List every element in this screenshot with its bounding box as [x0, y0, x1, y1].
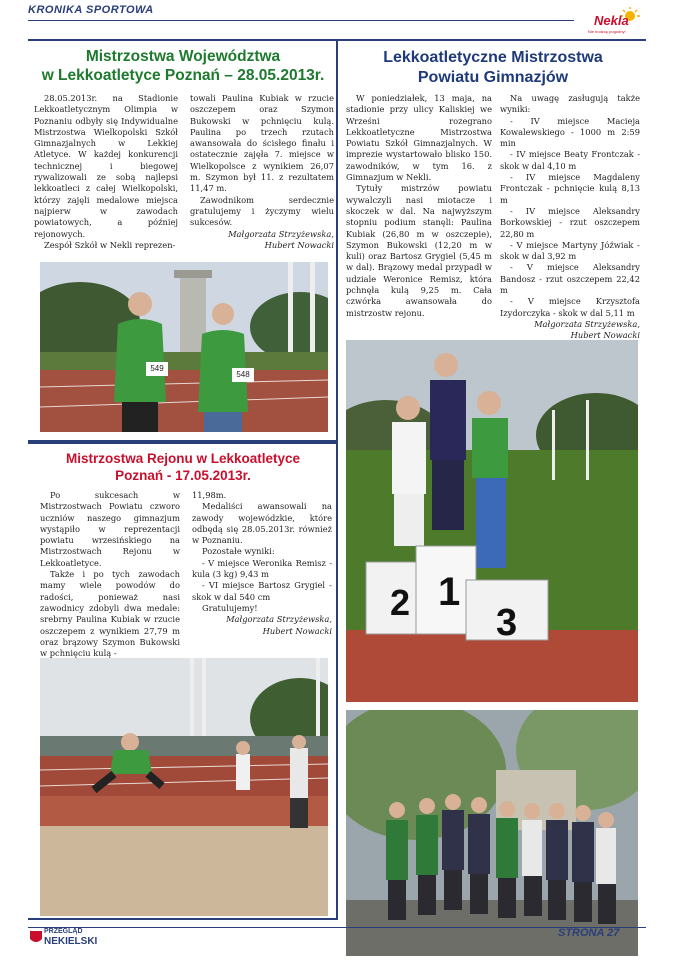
article3-title-line1: Mistrzostwa Rejonu w Lekkoatletyce — [65, 451, 301, 466]
paragraph: Medaliści awansowali na zawody wojewódzkie, które odbędą się 28.05.2013r. również w Poznaniu. — [192, 501, 332, 546]
paragraph: Zawodnikom serdecznie gratulujemy i życzymy wielu sukcesów. — [190, 194, 334, 228]
long-jump-photo — [40, 658, 328, 916]
article3-title-line2: Poznań - 17.05.2013r. — [115, 468, 251, 483]
result-item: - V miejsce Weronika Remisz - kula (3 kg) 9,43 m — [192, 557, 332, 580]
author-signature: Hubert Nowacki — [264, 239, 334, 250]
photo-group — [346, 710, 638, 956]
article-powiat — [340, 40, 646, 920]
article3-col1 — [40, 490, 180, 659]
result-item: - VI miejsce Bartosz Grygiel - skok w dal 540 cm — [192, 580, 332, 602]
paragraph: Zespół Szkół w Nekli reprezen- — [44, 239, 176, 250]
paragraph: W poniedziałek, 13 maja, na stadionie przy ulicy Kaliskiej we Wrześni rozegrano Lekkoatletyczne Mistrzostwa Powiatu Szkół Gimnazjalnych. W imprezie wystartowało blisko 150. zawodników, w tym 16. z Gimnazjum w Nekli. — [346, 93, 492, 183]
author-signature: Małgorzata Strzyżewska, — [534, 318, 640, 329]
result-item: - IV miejsce Beaty Frontczak - skok w dal 4,10 m — [500, 149, 640, 171]
article3-col2 — [192, 490, 332, 637]
result-item: - V miejsce Martyny Jóźwiak - skok w dal 3,92 m — [500, 239, 640, 262]
article1-title — [28, 47, 338, 85]
author-signature: Małgorzata Strzyżewska, — [228, 228, 334, 239]
paragraph: Pozostałe wyniki: — [202, 546, 275, 557]
section-title: KRONIKA SPORTOWA — [28, 4, 154, 16]
paragraph: Gratulujemy! — [202, 602, 258, 613]
logo-name: Nekla — [594, 13, 629, 28]
stadium-photo — [40, 262, 328, 432]
article2-col2 — [500, 93, 640, 342]
paragraph: Po sukcesach w Mistrzostwach Powiatu czworo uczniów naszego gimnazjum wystąpiło w reprezentacji powiatu wrzesińskiego na Mistrzostwach Rejonu w Lekkoatletyce. — [40, 490, 180, 568]
logo-slogan: Nie bodźcę pogodny! — [588, 29, 626, 34]
przeglad-nekielski-logo — [30, 927, 98, 957]
crest-icon — [30, 931, 42, 945]
podium-number-2: 2 — [390, 582, 411, 623]
article2-title-line2: Powiatu Gimnazjów — [417, 69, 569, 86]
nekla-logo — [582, 7, 652, 37]
paragraph: Tytuły mistrzów powiatu wywalczyli nasi miotacze i skoczek w dal. Na najwyższym stopniu podium stanęli: Paulina Kubiak (26,80 m w oszczepie), Szymon Bukowski (12,20 m w kuli) oraz Bartosz Grygiel (5,45 m w dal). Brązowy medal przypadł w udziale Weronice Remisz, która pchnęła kulą 9,25 m. Cała czwórka awansowała do mistrzostw rejonu. — [346, 183, 492, 318]
article-rejon — [28, 442, 338, 920]
result-item: - V miejsce Krzysztofa Izydorczyka - skok w dal 5,11 m — [500, 296, 640, 318]
bib-number: 548 — [232, 368, 254, 382]
author-signature: Hubert Nowacki — [570, 330, 640, 341]
page-number: STRONA 27 — [558, 927, 620, 939]
article-wojewodztwo — [28, 40, 338, 442]
paragraph: 28.05.2013r. na Stadionie Lekkoatletycznym Olimpia w Poznaniu odbyły się Indywidualne Mistrzostwa Wielkopolski Szkół Gimnazjalnych w Lekkiej Atletyce. W każdej konkurencji technicznej i biegowej rywalizowali ze sobą najlepsi lekkoatleci z całej Wielkopolski, którzy zajęli medalowe miejsca najpierw w zawodach powiatowych, a później rejonowych. — [34, 93, 178, 239]
podium-number-3: 3 — [496, 602, 518, 644]
article2-title-line1: Lekkoatletyczne Mistrzostwa — [383, 49, 603, 66]
bib-number: 549 — [146, 362, 168, 376]
author-signature: Małgorzata Strzyżewska, — [226, 614, 332, 625]
article1-title-line1: Mistrzostwa Województwa — [85, 48, 281, 65]
article1-col2 — [190, 93, 334, 251]
paragraph: 11,98m. — [192, 490, 227, 500]
article3-title — [28, 450, 338, 484]
paragraph: Także i po tych zawodach mamy wiele powodów do radości, ponieważ nasi zawodnicy zdobyli dwa medale: srebrny Paulina Kubiak w rzucie oszczepem z wynikiem 27,79 m oraz brązowy Szymon Bukowski w pchnięciu kulą - — [40, 569, 180, 659]
result-item: - IV miejsce Aleksandry Borkowskiej - rzut oszczepem 22,80 m — [500, 205, 640, 239]
paragraph: Na uwagę zasługują także wyniki: — [500, 93, 640, 115]
result-item: - V miejsce Aleksandry Bandosz - rzut oszczepem 22,42 m — [500, 262, 640, 296]
footer-logo-line2: NEKIELSKI — [44, 936, 98, 947]
podium-number-1: 1 — [438, 570, 461, 614]
footer-rule — [28, 927, 646, 928]
podium-photo — [346, 340, 638, 702]
article1-title-line2: w Lekkoatletyce Poznań – 28.05.2013r. — [41, 67, 325, 84]
header-rule — [28, 20, 574, 21]
photo-podium — [346, 340, 638, 702]
paragraph: towali Paulina Kubiak w rzucie oszczepem oraz Szymon Bukowski w pchnięciu kulą. Paulina po trzech rzutach awansowała do ścisłego finału i ostatecznie zajęła 7. miejsce w Wielkopolsce z wynikiem 26,07 m. Szymon był 11. z rezultatem 11,47 m. — [190, 93, 334, 194]
result-item: - IV miejsce Macieja Kowalewskiego - 1000 m 2:59 min — [500, 115, 640, 149]
footer-logo-line1: PRZEGLĄD — [44, 928, 83, 935]
article1-col1 — [34, 93, 178, 251]
author-signature: Hubert Nowacki — [262, 625, 332, 636]
article2-col1 — [346, 93, 492, 319]
photo-long-jump — [40, 658, 328, 916]
article2-title — [340, 48, 646, 88]
group-photo — [346, 710, 638, 956]
photo-athletes-stadium — [40, 262, 328, 432]
result-item: - IV miejsce Magdaleny Frontczak - pchnięcie kulą 8,13 m — [500, 172, 640, 205]
